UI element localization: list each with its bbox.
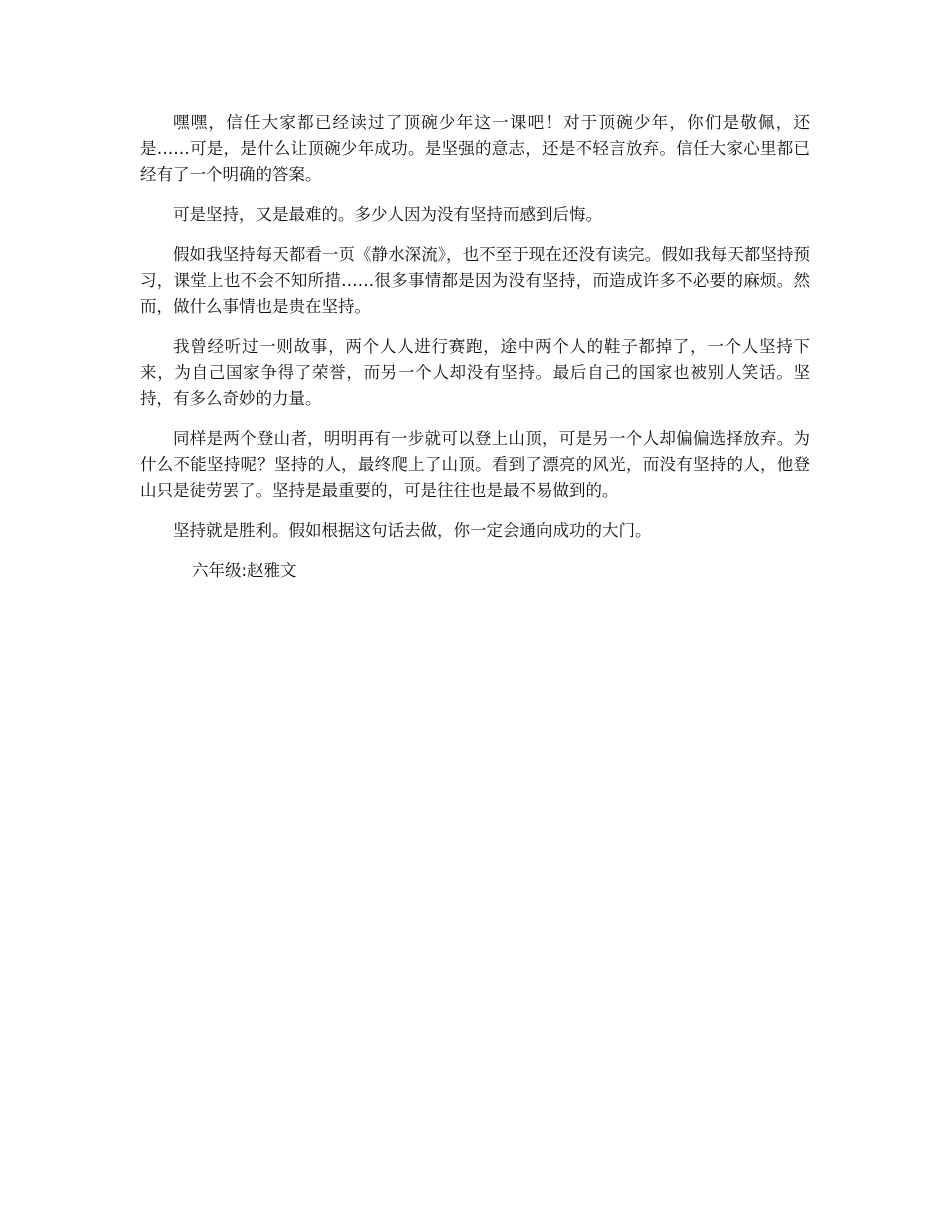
paragraph-1: 嘿嘿，信任大家都已经读过了顶碗少年这一课吧！对于顶碗少年，你们是敬佩，还是……可是，是什么让顶碗少年成功。是坚强的意志，还是不轻言放弃。信任大家心里都已经有了一个明确的答案。: [140, 113, 810, 184]
paragraph-6: 坚持就是胜利。假如根据这句话去做，你一定会通向成功的大门。: [173, 521, 652, 540]
paragraph-5: 同样是两个登山者，明明再有一步就可以登上山顶，可是另一个人却偏偏选择放弃。为什么不能坚持呢？坚持的人，最终爬上了山顶。看到了漂亮的风光，而没有坚持的人，他登山只是徒劳罢了。坚持是最重要的，可是往往也是最不易做到的。: [140, 429, 810, 500]
paragraph-4: 我曾经听过一则故事，两个人人进行赛跑，途中两个人的鞋子都掉了，一个人坚持下来，为自己国家争得了荣誉，而另一个人却没有坚持。最后自己的国家也被别人笑话。坚持，有多么奇妙的力量。: [140, 337, 810, 408]
paragraph-2: 可是坚持，又是最难的。多少人因为没有坚持而感到后悔。: [173, 205, 602, 224]
author-signature: 六年级:赵雅文: [192, 561, 297, 580]
paragraph-3: 假如我坚持每天都看一页《静水深流》，也不至于现在还没有读完。假如我每天都坚持预习，课堂上也不会不知所措……很多事情都是因为没有坚持，而造成许多不必要的麻烦。然而，做什么事情也是贵在坚持。: [140, 245, 810, 316]
